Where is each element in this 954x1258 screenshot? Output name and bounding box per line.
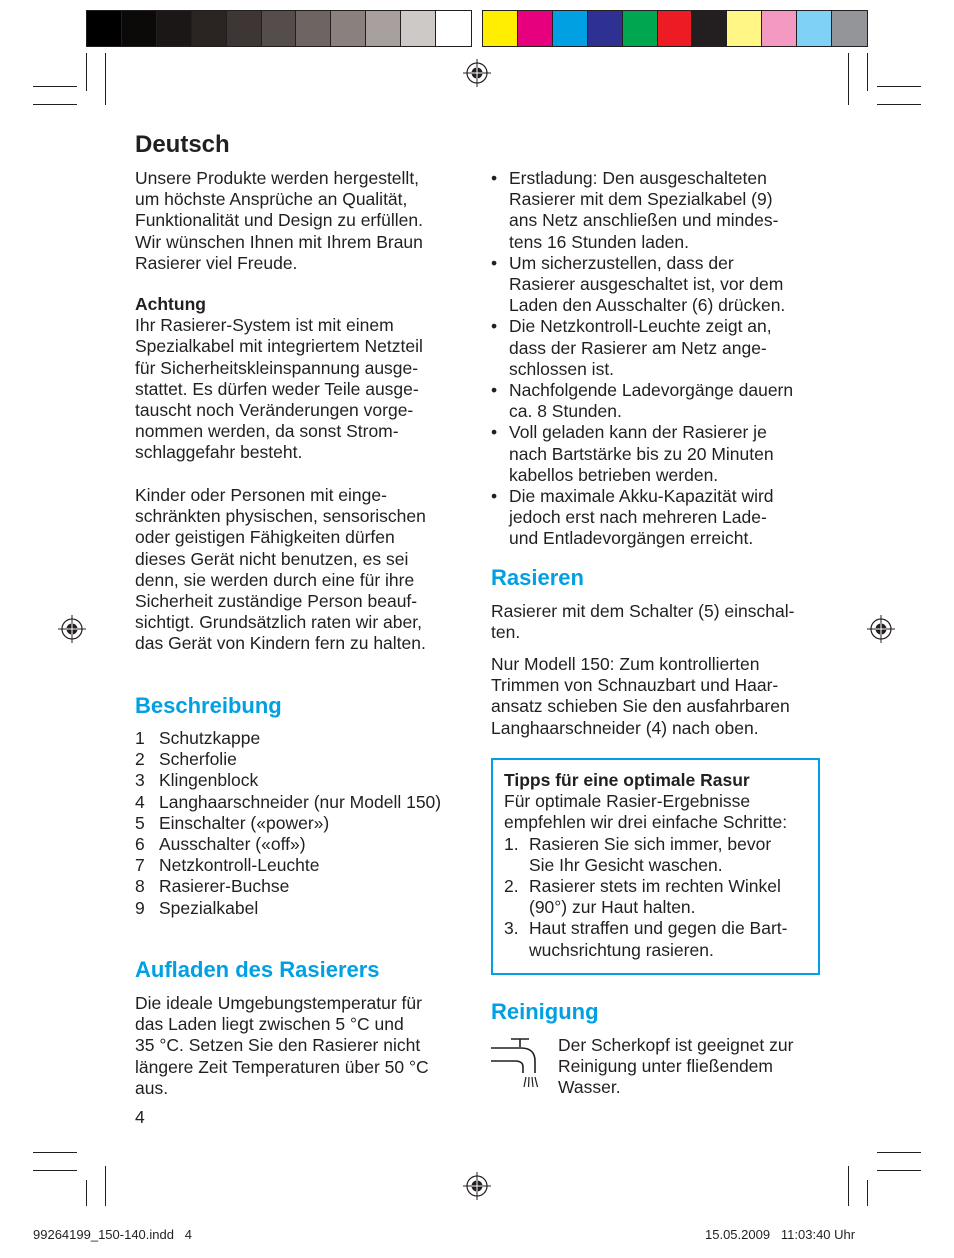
children-line: sichtigt. Grundsätzlich raten wir aber,	[135, 612, 422, 633]
warning-line: Ihr Rasierer-System ist mit einem	[135, 315, 394, 336]
intro-line: um höchste Ansprüche an Qualität,	[135, 189, 408, 210]
charging-bullets	[491, 168, 826, 550]
tips-steps	[504, 834, 808, 961]
list-item: • Die Netzkontroll-Leuchte zeigt an, dass der Rasierer am Netz ange- schlossen ist.	[491, 316, 826, 380]
list-item: 4 Langhaarschneider (nur Modell 150)	[135, 791, 442, 812]
warning-line: nommen werden, da sonst Strom-	[135, 421, 399, 442]
cleaning-line: Reinigung unter fließendem	[558, 1056, 773, 1077]
charging-line: aus.	[135, 1077, 169, 1098]
description-heading: Beschreibung	[135, 693, 282, 718]
color-swatch	[727, 11, 762, 46]
intro-line: Funktionalität und Design zu erfüllen.	[135, 210, 423, 231]
list-item: 1 Schutzkappe	[135, 728, 261, 748]
color-swatch	[553, 11, 588, 46]
color-swatch	[157, 11, 192, 46]
warning-title: Achtung	[135, 294, 206, 314]
warning-line: Spezialkabel mit integriertem Netzteil	[135, 336, 423, 357]
list-item: 5 Einschalter («power»)	[135, 812, 330, 833]
model-150-paragraph	[491, 654, 826, 739]
shaving-line: Rasierer mit dem Schalter (5) einschal-	[491, 601, 795, 621]
color-swatch	[122, 11, 157, 46]
color-swatch	[366, 11, 401, 46]
registration-mark-icon	[58, 615, 86, 643]
charging-paragraph	[135, 993, 465, 1099]
warning-line: stattet. Es dürfen weder Teile ausge-	[135, 378, 419, 399]
list-item: 3 Klingenblock	[135, 770, 259, 791]
children-line: Sicherheit zuständige Person beauf-	[135, 591, 418, 612]
charging-line: 35 °C. Setzen Sie den Rasierer nicht	[135, 1035, 421, 1056]
color-swatch	[692, 11, 727, 46]
list-item: 7 Netzkontroll-Leuchte	[135, 855, 320, 876]
tips-intro-line: empfehlen wir drei einfache Schritte:	[504, 812, 788, 833]
children-paragraph	[135, 485, 465, 655]
cleaning-line: Der Scherkopf ist geeignet zur	[558, 1035, 794, 1055]
color-swatch	[262, 11, 297, 46]
intro-line: Rasierer viel Freude.	[135, 252, 298, 273]
list-item: 8 Rasierer-Buchse	[135, 876, 290, 897]
shaving-paragraph	[491, 601, 826, 643]
model-line: ansatz schieben Sie den ausfahrbaren	[491, 696, 790, 717]
color-swatch	[436, 11, 471, 46]
charging-line: längere Zeit Temperaturen über 50 °C	[135, 1056, 429, 1077]
parts-list	[135, 728, 475, 919]
intro-line: Wir wünschen Ihnen mit Ihrem Braun	[135, 231, 423, 252]
color-swatch	[483, 11, 518, 46]
intro-paragraph	[135, 168, 465, 274]
list-item: 1. Rasieren Sie sich immer, bevor Sie Ihr Gesicht waschen.	[504, 833, 772, 875]
grayscale-color-bar	[86, 10, 472, 47]
list-item: • Voll geladen kann der Rasierer je nach Bartstärke bis zu 20 Minuten kabellos betrieben werden.	[491, 422, 826, 486]
cleaning-line: Wasser.	[558, 1077, 621, 1098]
color-swatch	[588, 11, 623, 46]
registration-mark-icon	[463, 1172, 491, 1200]
color-swatch	[832, 11, 867, 46]
shaving-heading: Rasieren	[491, 565, 584, 590]
color-swatch	[797, 11, 832, 46]
model-line: Trimmen von Schnauzbart und Haar-	[491, 675, 779, 696]
cleaning-heading: Reinigung	[491, 999, 599, 1024]
color-swatch	[192, 11, 227, 46]
warning-line: für Sicherheitskleinspannung ausge-	[135, 357, 419, 378]
color-swatch	[401, 11, 436, 46]
footer-timestamp: 15.05.2009 11:03:40 Uhr	[705, 1227, 856, 1242]
footer-filename: 99264199_150-140.indd 4	[33, 1227, 193, 1242]
charging-line: Die ideale Umgebungstemperatur für	[135, 993, 422, 1013]
children-line: schränkten physischen, sensorischen	[135, 506, 426, 527]
color-swatch	[296, 11, 331, 46]
list-item: 2 Scherfolie	[135, 749, 237, 770]
intro-line: Unsere Produkte werden hergestellt,	[135, 168, 420, 188]
process-color-bar	[482, 10, 868, 47]
tips-title: Tipps für eine optimale Rasur	[504, 770, 750, 790]
color-swatch	[658, 11, 693, 46]
tips-intro-line: Für optimale Rasier-Ergebnisse	[504, 791, 751, 812]
color-swatch	[623, 11, 658, 46]
children-line: das Gerät von Kindern fern zu halten.	[135, 633, 426, 654]
list-item: 6 Ausschalter («off»)	[135, 834, 306, 855]
cleaning-paragraph	[558, 1035, 828, 1099]
model-line: Langhaarschneider (4) nach oben.	[491, 717, 759, 738]
registration-mark-icon	[463, 59, 491, 87]
children-line: dieses Gerät nicht benutzen, es sei	[135, 548, 409, 569]
model-line: Nur Modell 150: Zum kontrollierten	[491, 654, 760, 674]
tips-box	[491, 758, 820, 975]
color-swatch	[87, 11, 122, 46]
color-swatch	[331, 11, 366, 46]
list-item: • Die maximale Akku-Kapazität wird jedoch erst nach mehreren Lade- und Entladevorgängen erreicht.	[491, 486, 826, 550]
list-item: 2. Rasierer stets im rechten Winkel (90°) zur Haut halten.	[504, 876, 781, 918]
registration-mark-icon	[867, 615, 895, 643]
children-line: denn, sie werden durch eine für ihre	[135, 569, 415, 590]
charging-line: das Laden liegt zwischen 5 °C und	[135, 1014, 404, 1035]
children-line: Kinder oder Personen mit einge-	[135, 485, 387, 505]
list-item: • Erstladung: Den ausgeschalteten Rasierer mit dem Spezialkabel (9) ans Netz anschließen und mindes- tens 16 Stunden laden.	[491, 168, 826, 253]
list-item: • Nachfolgende Ladevorgänge dauern ca. 8 Stunden.	[491, 380, 826, 422]
color-swatch	[762, 11, 797, 46]
list-item: 3. Haut straffen und gegen die Bart- wuchsrichtung rasieren.	[504, 918, 788, 960]
list-item: 9 Spezialkabel	[135, 897, 259, 918]
page-number: 4	[135, 1107, 145, 1127]
children-line: oder geistigen Fähigkeiten dürfen	[135, 527, 395, 548]
warning-line: tauscht noch Veränderungen vorge-	[135, 400, 414, 421]
warning-line: schlaggefahr besteht.	[135, 442, 303, 463]
color-swatch	[227, 11, 262, 46]
language-heading: Deutsch	[135, 131, 230, 158]
list-item: • Um sicherzustellen, dass der Rasierer ausgeschaltet ist, vor dem Laden den Ausschalter (6) drücken.	[491, 253, 826, 317]
color-swatch	[518, 11, 553, 46]
warning-block	[135, 294, 465, 464]
water-tap-icon	[491, 1037, 549, 1091]
charging-heading: Aufladen des Rasierers	[135, 957, 380, 982]
shaving-line: ten.	[491, 622, 521, 643]
